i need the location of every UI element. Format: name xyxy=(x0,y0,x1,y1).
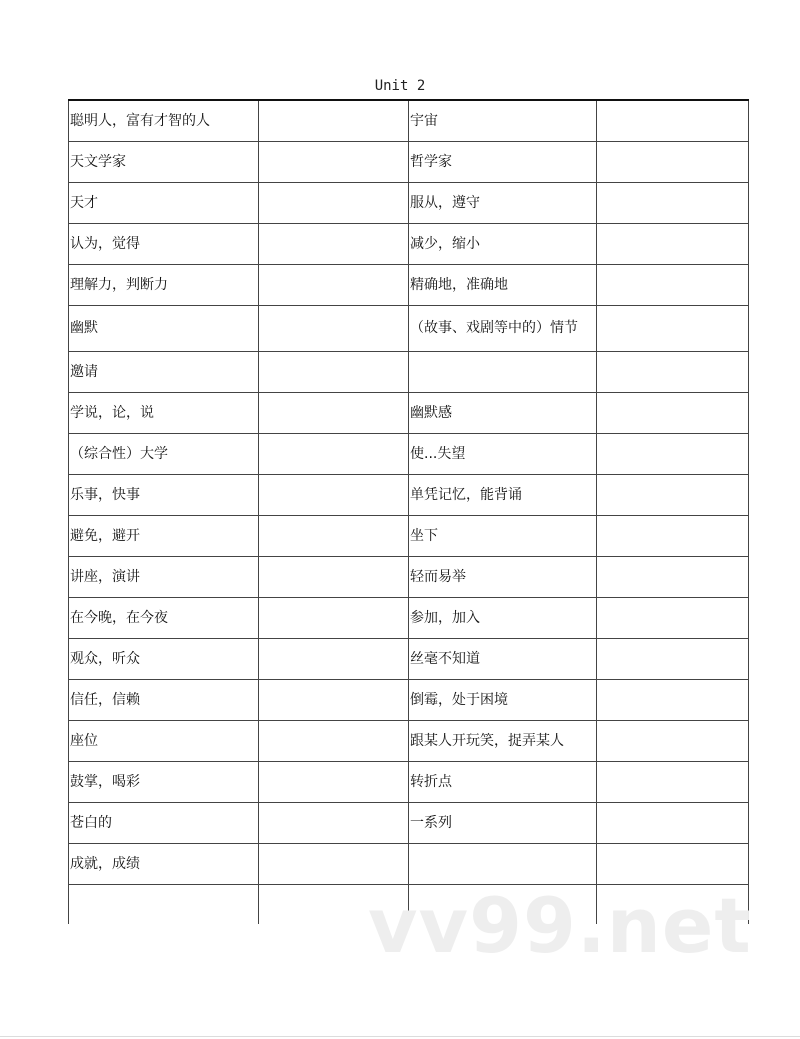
table-row xyxy=(69,597,749,638)
table-row xyxy=(69,515,749,556)
answer-cell[interactable] xyxy=(259,802,409,843)
answer-cell[interactable] xyxy=(259,392,409,433)
chinese-term-cell: 参加，加入 xyxy=(409,597,597,638)
chinese-term-cell: 单凭记忆，能背诵 xyxy=(409,474,597,515)
table-row xyxy=(69,141,749,182)
answer-cell[interactable] xyxy=(597,515,749,556)
chinese-term-cell: 服从，遵守 xyxy=(409,182,597,223)
table-row xyxy=(69,761,749,802)
answer-cell[interactable] xyxy=(597,679,749,720)
answer-cell[interactable] xyxy=(259,351,409,392)
chinese-term-cell: 轻而易举 xyxy=(409,556,597,597)
table-row xyxy=(69,392,749,433)
chinese-term-cell: 转折点 xyxy=(409,761,597,802)
table-row xyxy=(69,720,749,761)
watermark: vv99.net xyxy=(368,881,752,970)
table-row xyxy=(69,264,749,305)
table-row xyxy=(69,638,749,679)
chinese-term-cell: 鼓掌，喝彩 xyxy=(69,761,259,802)
chinese-term-cell xyxy=(409,351,597,392)
chinese-term-cell xyxy=(69,884,259,924)
chinese-term-cell xyxy=(409,843,597,884)
chinese-term-cell: 倒霉，处于困境 xyxy=(409,679,597,720)
answer-cell[interactable] xyxy=(259,597,409,638)
table-row xyxy=(69,802,749,843)
table-row xyxy=(69,182,749,223)
answer-cell[interactable] xyxy=(259,433,409,474)
chinese-term-cell: 减少，缩小 xyxy=(409,223,597,264)
chinese-term-cell: 丝毫不知道 xyxy=(409,638,597,679)
chinese-term-cell: 坐下 xyxy=(409,515,597,556)
table-row xyxy=(69,305,749,351)
answer-cell[interactable] xyxy=(597,433,749,474)
chinese-term-cell: 宇宙 xyxy=(409,100,597,141)
answer-cell[interactable] xyxy=(259,556,409,597)
chinese-term-cell: 学说，论，说 xyxy=(69,392,259,433)
answer-cell[interactable] xyxy=(597,638,749,679)
answer-cell[interactable] xyxy=(259,679,409,720)
answer-cell[interactable] xyxy=(259,141,409,182)
answer-cell[interactable] xyxy=(597,141,749,182)
chinese-term-cell: 幽默感 xyxy=(409,392,597,433)
answer-cell[interactable] xyxy=(259,638,409,679)
chinese-term-cell: 一系列 xyxy=(409,802,597,843)
chinese-term-cell: 信任，信赖 xyxy=(69,679,259,720)
chinese-term-cell: 避免，避开 xyxy=(69,515,259,556)
answer-cell[interactable] xyxy=(259,100,409,141)
answer-cell[interactable] xyxy=(597,720,749,761)
chinese-term-cell: 天才 xyxy=(69,182,259,223)
table-row xyxy=(69,679,749,720)
answer-cell[interactable] xyxy=(597,843,749,884)
chinese-term-cell: 使...失望 xyxy=(409,433,597,474)
table-row xyxy=(69,351,749,392)
answer-cell[interactable] xyxy=(597,597,749,638)
chinese-term-cell: 观众，听众 xyxy=(69,638,259,679)
table-row xyxy=(69,474,749,515)
chinese-term-cell: 乐事，快事 xyxy=(69,474,259,515)
answer-cell[interactable] xyxy=(597,305,749,351)
answer-cell[interactable] xyxy=(259,761,409,802)
table-row xyxy=(69,223,749,264)
chinese-term-cell: 幽默 xyxy=(69,305,259,351)
table-row xyxy=(69,843,749,884)
answer-cell[interactable] xyxy=(597,392,749,433)
answer-cell[interactable] xyxy=(259,515,409,556)
answer-cell[interactable] xyxy=(259,182,409,223)
page-title: Unit 2 xyxy=(374,78,426,94)
chinese-term-cell: 理解力，判断力 xyxy=(69,264,259,305)
answer-cell[interactable] xyxy=(597,351,749,392)
chinese-term-cell: 天文学家 xyxy=(69,141,259,182)
answer-cell[interactable] xyxy=(597,100,749,141)
answer-cell[interactable] xyxy=(259,843,409,884)
page-bottom-divider xyxy=(0,1036,800,1037)
answer-cell[interactable] xyxy=(597,556,749,597)
chinese-term-cell: 在今晚，在今夜 xyxy=(69,597,259,638)
chinese-term-cell: 聪明人，富有才智的人 xyxy=(69,100,259,141)
chinese-term-cell: 苍白的 xyxy=(69,802,259,843)
answer-cell[interactable] xyxy=(597,474,749,515)
chinese-term-cell: 讲座，演讲 xyxy=(69,556,259,597)
answer-cell[interactable] xyxy=(259,720,409,761)
answer-cell[interactable] xyxy=(597,761,749,802)
chinese-term-cell: 哲学家 xyxy=(409,141,597,182)
chinese-term-cell: （故事、戏剧等中的）情节 xyxy=(409,305,597,351)
answer-cell[interactable] xyxy=(597,182,749,223)
answer-cell[interactable] xyxy=(259,223,409,264)
answer-cell[interactable] xyxy=(259,264,409,305)
chinese-term-cell: 成就，成绩 xyxy=(69,843,259,884)
chinese-term-cell: 邀请 xyxy=(69,351,259,392)
answer-cell[interactable] xyxy=(597,802,749,843)
chinese-term-cell: 精确地，准确地 xyxy=(409,264,597,305)
answer-cell[interactable] xyxy=(259,474,409,515)
answer-cell[interactable] xyxy=(597,264,749,305)
table-row xyxy=(69,100,749,141)
table-row xyxy=(69,433,749,474)
answer-cell[interactable] xyxy=(259,305,409,351)
chinese-term-cell: 认为，觉得 xyxy=(69,223,259,264)
vocabulary-table xyxy=(68,99,749,924)
table-row xyxy=(69,556,749,597)
answer-cell[interactable] xyxy=(597,223,749,264)
chinese-term-cell: 座位 xyxy=(69,720,259,761)
chinese-term-cell: 跟某人开玩笑，捉弄某人 xyxy=(409,720,597,761)
chinese-term-cell: （综合性）大学 xyxy=(69,433,259,474)
